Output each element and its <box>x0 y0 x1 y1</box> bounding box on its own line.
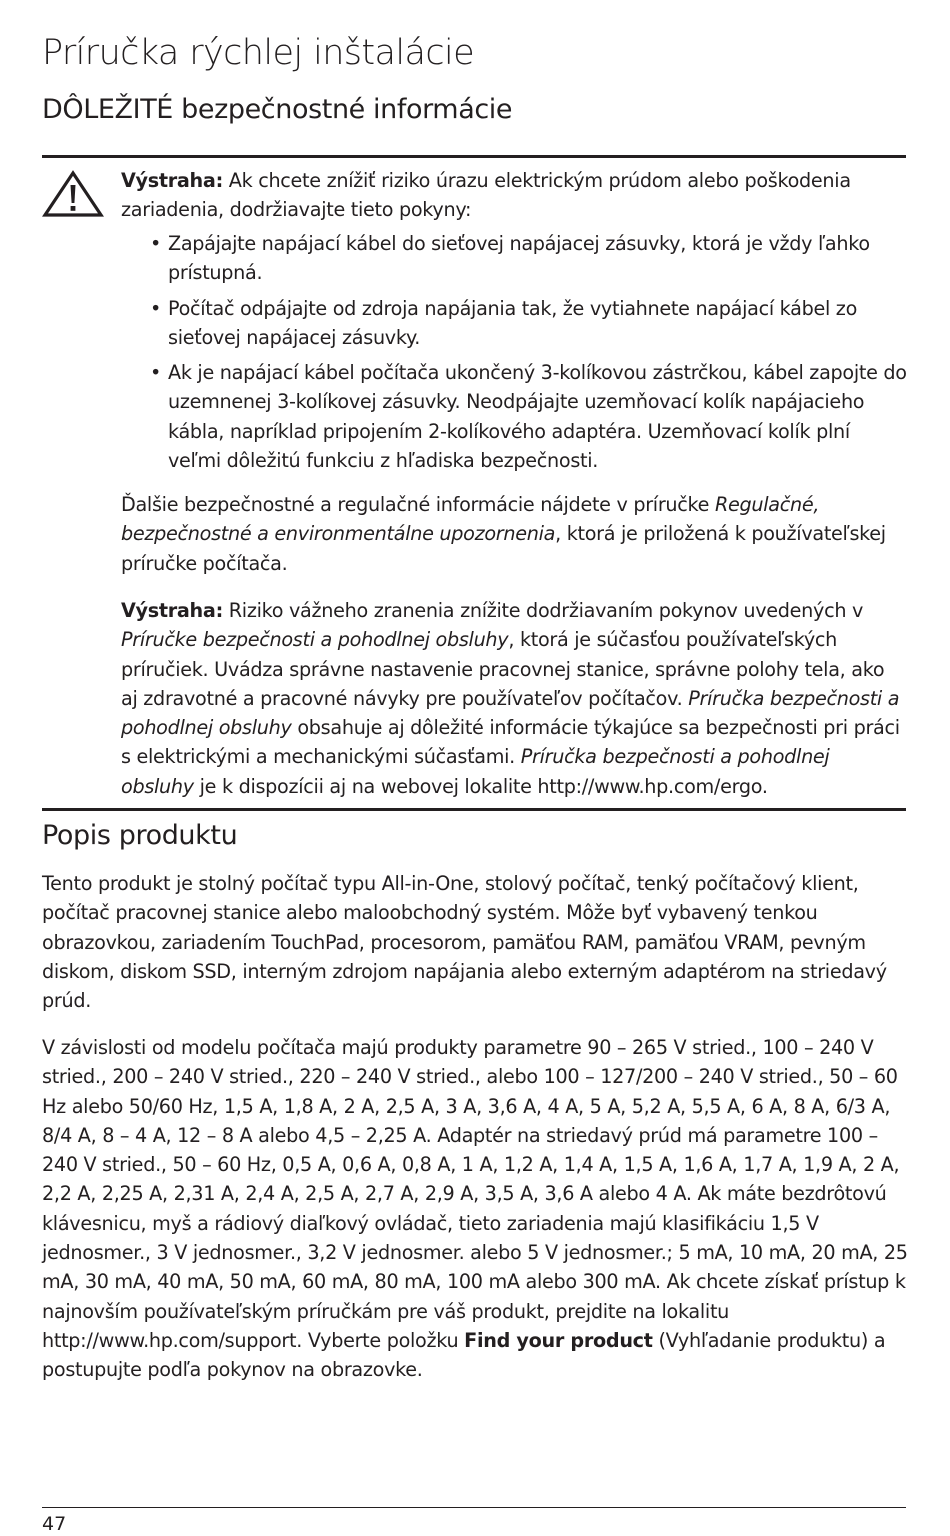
list-item-text: Ak je napájací kábel počítača ukončený 3-kolíkovou zástrčkou, kábel zapojte do uzemnenej 3-kolíkovej zásuvky. Neodpájajte uzemňovací kolík napájacieho kábla, napríklad pripojením 2-kolíkového adaptéra. Uzemňovací kolík plní veľmi dôležitú funkciu z hľadiska bezpečnosti. <box>168 361 907 473</box>
find-your-product-label: Find your product <box>464 1328 653 1352</box>
list-item <box>148 358 908 475</box>
product-description-paragraph: Tento produkt je stolný počítač typu All-in-One, stolový počítač, tenký počítačový klient, počítač pracovnej stanice alebo maloobchodný systém. Môže byť vybavený tenkou obrazovkou, zariadením TouchPad, procesorom, pamäťou RAM, pamäťou VRAM, pevným diskom, diskom SSD, interným zdrojom napájania alebo externým adaptérom na striedavý prúd. <box>42 872 887 1013</box>
info-guide-title: Regulačné, bezpečnostné a environmentálne upozornenia <box>121 493 820 546</box>
ratings-text: V závislosti od modelu počítača majú produkty parametre 90 – 265 V stried., 100 – 240 V stried., 200 – 240 V stried., 220 – 240 V stried., alebo 100 – 127/200 – 240 V stried., 50 – 60 Hz alebo 50/60 Hz, 1,5 A, 1,8 A, 2 A, 2,5 A, 3 A, 3,6 A, 4 A, 5 A, 5,2 A, 5,5 A, 6 A, 8 A, 6/3 A, 8/4 A, 8 – 4 A, 12 – 8 A alebo 4,5 – 2,25 A. Adaptér na striedavý prúd má parametre 100 – 240 V stried., 50 – 60 Hz, 0,5 A, 0,6 A, 0,8 A, 1 A, 1,2 A, 1,4 A, 1,5 A, 1,6 A, 1,7 A, 1,9 A, 2 A, 2,2 A, 2,25 A, 2,31 A, 2,4 A, 2,5 A, 2,7 A, 2,9 A, 3,5 A, 3,6 A alebo 4 A. Ak máte bezdrôtovú klávesnicu, myš a rádiový diaľkový ovládač, tieto zariadenia majú klasifikáciu 1,5 V jednosmer., 3 V jednosmer., 3,2 V jednosmer. alebo 5 V jednosmer.; 5 mA, 10 mA, 20 mA, 25 mA, 30 mA, 40 mA, 50 mA, 60 mA, 80 mA, 100 mA alebo 300 mA. Ak chcete získať prístup k najnovším používateľským príručkám pre váš produkt, prejdite na lokalitu http://www.hp.com/support. Vyberte položku <box>42 1036 908 1352</box>
bullet-icon: • <box>150 296 162 320</box>
warning-text-part: obsahuje aj dôležité informácie týkajúce sa bezpečnosti pri práci s elektrickými a mechanickými súčasťami. <box>121 716 900 769</box>
guide-title: Príručke bezpečnosti a pohodlnej obsluhy <box>121 628 509 652</box>
warning-bottom-divider <box>42 808 906 811</box>
warning-text-part: , ktorá je súčasťou používateľských príručiek. Uvádza správne nastavenie pracovnej stanice, správne polohy tela, ako aj zdravotné a pracovné návyky pre používateľov počítačov. <box>121 628 885 710</box>
warning-triangle-icon <box>42 170 104 218</box>
list-item <box>148 229 908 288</box>
ratings-text-end: (Vyhľadanie produktu) a postupujte podľa pokynov na obrazovke. <box>42 1328 886 1382</box>
warning-text-part: Riziko vážneho zranenia znížite dodržiavaním pokynov uvedených v <box>222 599 864 622</box>
info-text-end: , ktorá je priložená k používateľskej príručke počítača. <box>121 522 886 575</box>
bullet-icon: • <box>150 361 162 385</box>
list-item <box>148 294 908 353</box>
warning-intro: Ak chcete znížiť riziko úrazu elektrickým prúdom alebo poškodenia zariadenia, dodržiavajte tieto pokyny: <box>121 169 851 222</box>
warning-ergonomics-text <box>121 596 906 801</box>
page-number: 47 <box>42 1513 67 1535</box>
guide-title: Príručka bezpečnosti a pohodlnej obsluhy <box>121 686 900 740</box>
warning-label: Výstraha: <box>121 599 223 622</box>
list-item-text: Zapájajte napájací kábel do sieťovej napájacej zásuvky, ktorá je vždy ľahko prístupná. <box>168 232 870 285</box>
warning-text-part: je k dispozícii aj na webovej lokalite http://www.hp.com/ergo. <box>193 774 768 798</box>
warning-electric-text <box>121 166 906 225</box>
bullet-icon: • <box>150 232 162 255</box>
section-title-safety: DÔLEŽITÉ bezpečnostné informácie <box>42 94 513 125</box>
footer-divider <box>42 1507 906 1508</box>
section-title-product: Popis produktu <box>42 820 238 851</box>
info-text: Ďalšie bezpečnostné a regulačné informácie nájdete v príručke <box>121 493 715 516</box>
warning-bullet-list <box>148 229 908 481</box>
guide-title: Príručka bezpečnosti a pohodlnej obsluhy <box>121 745 830 798</box>
product-ratings-paragraph <box>42 1033 908 1385</box>
warning-label: Výstraha: <box>121 169 223 192</box>
additional-info-paragraph <box>121 490 906 578</box>
top-divider <box>42 155 906 158</box>
page-title: Príručka rýchlej inštalácie <box>42 33 475 73</box>
list-item-text: Počítač odpájajte od zdroja napájania tak, že vytiahnete napájací kábel zo sieťovej napájacej zásuvky. <box>168 296 858 349</box>
